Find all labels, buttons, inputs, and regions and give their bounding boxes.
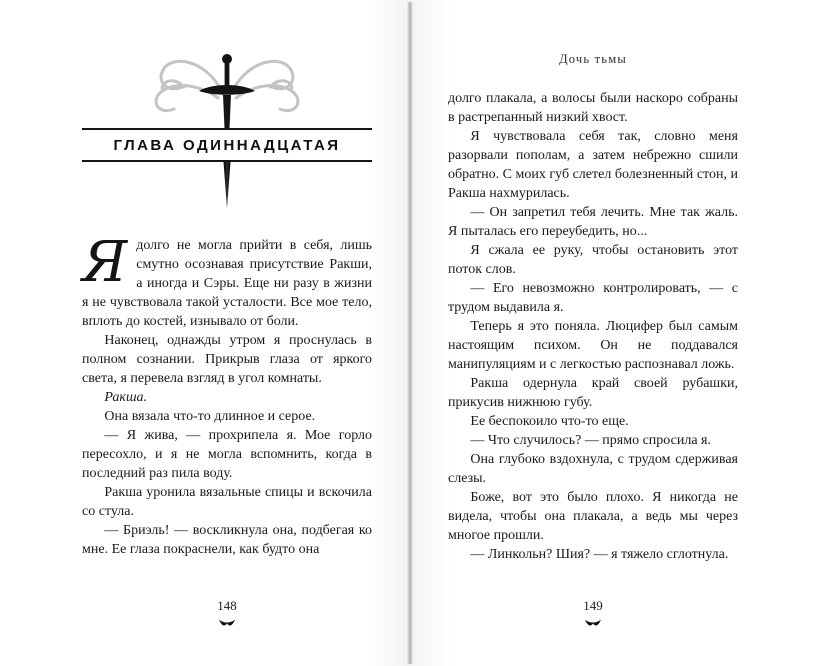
paragraph: Ракша.: [104, 390, 148, 405]
paragraph: долго плакала, а волосы были наскоро собраны в растрепанный низкий хвост.: [448, 91, 738, 125]
paragraph: [82, 230, 372, 331]
page-body-text: [448, 89, 738, 564]
paragraph-text: долго не могла прийти в себя, лишь смутно осознавая присутствие Ракши, а иногда и Сэры. Еще ни разу в жизни я не чувствовала такой усталости. Все мое тело, вплоть до костей, изнывало от боли.: [82, 238, 372, 329]
paragraph: Она вязала что-то длинное и серое.: [104, 409, 316, 424]
page-footer: [410, 598, 820, 628]
crescent-flourish-icon: [82, 618, 372, 628]
page-number: 149: [583, 598, 603, 613]
paragraph: — Линкольн? Шия? — я тяжело сглотнула.: [470, 547, 729, 562]
paragraph: Я сжала ее руку, чтобы остановить этот поток слов.: [448, 243, 738, 277]
winged-sword-emblem-icon: [82, 48, 372, 128]
chapter-title: ГЛАВА ОДИННАДЦАТАЯ: [113, 137, 341, 154]
paragraph: Наконец, однажды утром я проснулась в полном сознании. Прикрыв глаза от яркого света, я перевела взгляд в угол комнаты.: [82, 333, 372, 386]
crescent-flourish-icon: [448, 618, 738, 628]
page-divider: [407, 2, 413, 664]
running-header: Дочь тьмы: [559, 52, 627, 66]
paragraph: — Его невозможно контролировать, — с трудом выдавила я.: [448, 281, 738, 315]
paragraph: Ракша уронила вязальные спицы и вскочила со стула.: [82, 485, 372, 519]
page-number: 148: [217, 598, 237, 613]
page-body-text: [82, 230, 372, 559]
paragraph: Боже, вот это было плохо. Я никогда не видела, чтобы она плакала, а ведь мы через многое прошли.: [448, 490, 738, 543]
page-right: [410, 0, 820, 666]
paragraph: Ее беспокоило что-то еще.: [470, 414, 629, 429]
paragraph: — Бриэль! — воскликнула она, подбегая ко мне. Ее глаза покраснели, как будто она: [82, 523, 372, 557]
paragraph: — Он запретил тебя лечить. Мне так жаль. Я пыталась его переубедить, но...: [448, 205, 738, 239]
paragraph: — Я жива, — прохрипела я. Мое горло пересохло, и я не могла вспомнить, когда в последний раз пила воду.: [82, 428, 372, 481]
paragraph: Теперь я это поняла. Люцифер был самым настоящим психом. Он не поддавался манипуляциям и с легкостью распознавал ложь.: [448, 319, 738, 372]
drop-cap: Я: [82, 230, 128, 295]
paragraph: Она глубоко вздохнула, с трудом сдерживая слезы.: [448, 452, 738, 486]
paragraph: — Что случилось? — прямо спросила я.: [470, 433, 711, 448]
page-footer: [0, 598, 410, 628]
paragraph: Я чувствовала себя так, словно меня разорвали пополам, а затем небрежно сшили обратно. С моих губ слетел болезненный стон, и Ракша нахмурилась.: [448, 129, 738, 201]
paragraph: Ракша одернула край своей рубашки, прикусив нижнюю губу.: [448, 376, 738, 410]
chapter-title-banner: [82, 128, 372, 162]
sword-blade-icon: [82, 162, 372, 210]
